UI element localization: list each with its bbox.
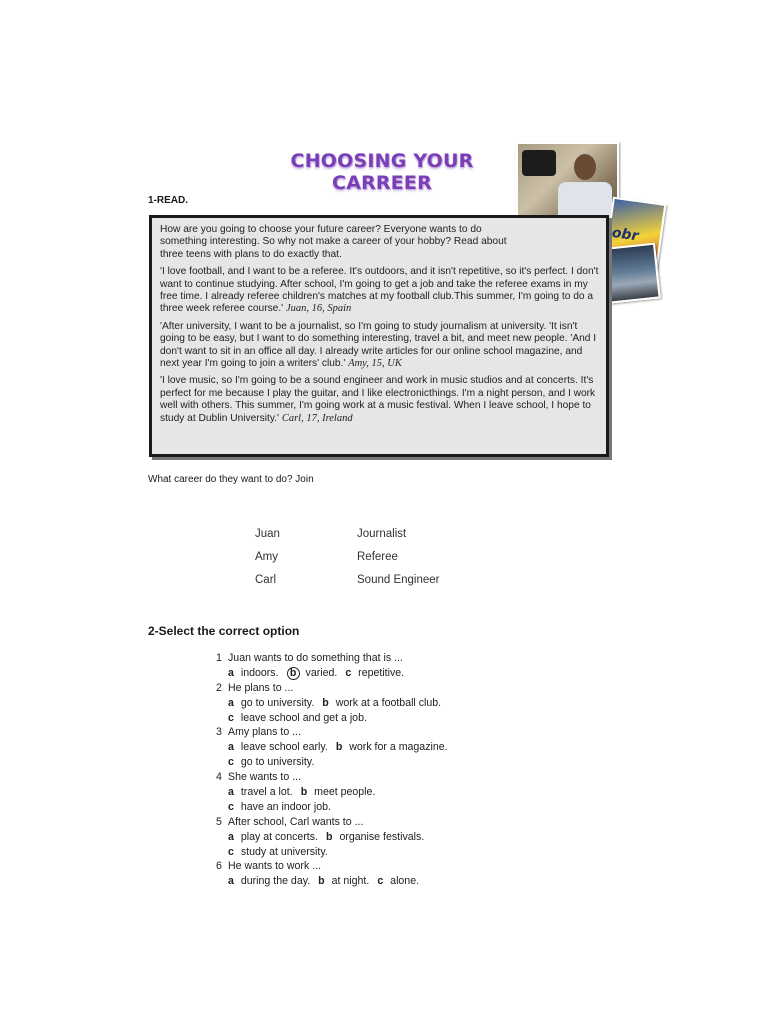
option-letter: a (228, 830, 234, 843)
journalist-photo (516, 142, 619, 226)
quiz-list (216, 652, 448, 890)
quiz-question (216, 816, 448, 831)
matching-name[interactable]: Juan (255, 528, 280, 540)
option-text: study at university. (240, 845, 328, 858)
option-text: indoors. (240, 666, 279, 679)
answer-option[interactable] (326, 831, 424, 843)
quiz-options (216, 667, 448, 682)
reading-intro: How are you going to choose your future career? Everyone wants to do something interesting. So why not make a career of your hobby? Read about three teens with plans to do exactly that. (160, 224, 507, 260)
option-letter: c (228, 800, 234, 813)
option-letter: a (228, 741, 234, 754)
option-text: work for a magazine. (349, 741, 448, 754)
option-letter: b (326, 830, 333, 843)
answer-option[interactable] (345, 667, 404, 679)
quiz-options (216, 801, 448, 816)
answer-option[interactable] (228, 801, 331, 813)
answer-option[interactable] (228, 756, 314, 768)
quiz-question (216, 860, 448, 875)
quiz-question (216, 652, 448, 667)
quiz-question (216, 682, 448, 697)
answer-option[interactable] (228, 741, 328, 753)
answer-option[interactable] (336, 741, 448, 753)
answer-option[interactable] (287, 667, 338, 679)
question-number: 6 (216, 860, 222, 873)
answer-option[interactable] (377, 875, 419, 887)
quiz-question (216, 726, 448, 741)
option-letter: a (228, 875, 234, 888)
question-text: Amy plans to ... (228, 726, 302, 739)
option-text: meet people. (314, 786, 376, 799)
quiz-options (216, 741, 448, 756)
face-shape (574, 154, 596, 180)
question-text: After school, Carl wants to ... (228, 815, 364, 828)
paragraph-text: 'I love music, so I'm going to be a sound engineer and work in music studios and at concerts. It's perfect for me because I play the guitar, and I like electronicthings. I'm a night person, and I work well with others. This summer, I'm going work at a music festival. When I leave school, I hope to study at Dublin University.' (160, 375, 596, 424)
page-title: CHOOSING YOUR CARREER (290, 150, 474, 194)
paragraph-signature: Carl, 17, Ireland (281, 412, 353, 424)
matching-row (255, 528, 455, 551)
option-text: varied. (305, 666, 338, 679)
answer-option[interactable] (322, 697, 441, 709)
quiz-options (216, 712, 448, 727)
matching-row (255, 551, 455, 574)
question-text: He plans to ... (228, 681, 294, 694)
question-number: 5 (216, 815, 222, 828)
matching-question: What career do they want to do? Join (148, 474, 314, 485)
option-text: work at a football club. (335, 696, 442, 709)
quiz-options (216, 846, 448, 861)
reading-paragraph (160, 375, 598, 425)
option-letter: c (228, 756, 234, 769)
option-text: during the day. (240, 875, 311, 888)
option-letter: b (318, 875, 325, 888)
answer-option[interactable] (228, 667, 279, 679)
option-text: leave school early. (240, 741, 328, 754)
section2-heading: 2-Select the correct option (148, 624, 300, 638)
question-number: 1 (216, 652, 222, 664)
quiz-question (216, 771, 448, 786)
matching-career[interactable]: Referee (357, 551, 398, 563)
option-text: go to university. (240, 756, 315, 769)
matching-name[interactable]: Amy (255, 551, 278, 563)
question-number: 2 (216, 681, 222, 694)
answer-option[interactable] (318, 875, 369, 887)
paragraph-text: 'After university, I want to be a journalist, so I'm going to study journalism at university. 'It isn't going to be easy, but I want to do something interesting, travel a bit, and meet new people. 'And I don't want to sit in an office all day. I already write articles for our online school magazine, and next year I'm going to join a writers' club.' (160, 320, 597, 370)
reading-paragraph (160, 266, 608, 316)
answer-option[interactable] (228, 697, 314, 709)
option-letter: c (228, 845, 234, 858)
paragraph-signature: Juan, 16, Spain (285, 303, 352, 315)
answer-option[interactable] (228, 831, 318, 843)
option-text: organise festivals. (339, 830, 425, 843)
answer-option[interactable] (228, 846, 328, 858)
answer-option[interactable] (228, 786, 293, 798)
option-letter: a (228, 786, 234, 799)
paragraph-signature: Amy, 15, UK (348, 358, 402, 370)
selected-option-letter: b (287, 667, 300, 680)
quiz-options (216, 875, 448, 890)
option-letter: c (228, 711, 234, 724)
matching-career[interactable]: Journalist (357, 528, 407, 540)
option-text: leave school and get a job. (240, 711, 367, 724)
matching-exercise (255, 528, 455, 597)
quiz-options (216, 697, 448, 712)
question-text: He wants to work ... (228, 860, 322, 873)
answer-option[interactable] (228, 712, 367, 724)
option-text: play at concerts. (240, 830, 318, 843)
option-text: travel a lot. (240, 786, 293, 799)
option-letter: a (228, 666, 234, 679)
option-letter: c (345, 666, 352, 679)
matching-name[interactable]: Carl (255, 574, 277, 586)
answer-option[interactable] (228, 875, 310, 887)
matching-career[interactable]: Sound Engineer (357, 574, 440, 586)
option-text: alone. (390, 875, 420, 888)
option-text: have an indoor job. (240, 800, 331, 813)
option-letter: b (300, 786, 308, 799)
reading-box (149, 215, 609, 457)
answer-option[interactable] (301, 786, 376, 798)
option-letter: b (322, 696, 329, 709)
paragraph-text: 'I love football, and I want to be a referee. It's outdoors, and it isn't repetitive, so it's perfect. I don't want to continue studying. After school, I'm going to get a job and take the referee exams in my free time. I already referee children's matches at my football club.This summer, I'm going to do a three week referee course.' (160, 266, 599, 315)
question-text: She wants to ... (228, 771, 302, 784)
quiz-options (216, 756, 448, 771)
question-text: Juan wants to do something that is ... (228, 652, 403, 664)
quiz-options (216, 831, 448, 846)
quiz-options (216, 786, 448, 801)
option-text: go to university. (240, 696, 315, 709)
question-number: 3 (216, 726, 222, 739)
matching-row (255, 574, 455, 597)
option-text: repetitive. (358, 666, 405, 679)
reading-paragraph (160, 321, 598, 371)
photo-caption: obr (610, 224, 640, 245)
option-text: at night. (331, 875, 370, 888)
option-letter: a (228, 696, 234, 709)
option-letter: c (377, 875, 384, 888)
camera-shape (522, 150, 556, 176)
question-number: 4 (216, 771, 222, 784)
option-letter: b (335, 741, 343, 754)
section1-heading: 1-READ. (148, 195, 189, 206)
